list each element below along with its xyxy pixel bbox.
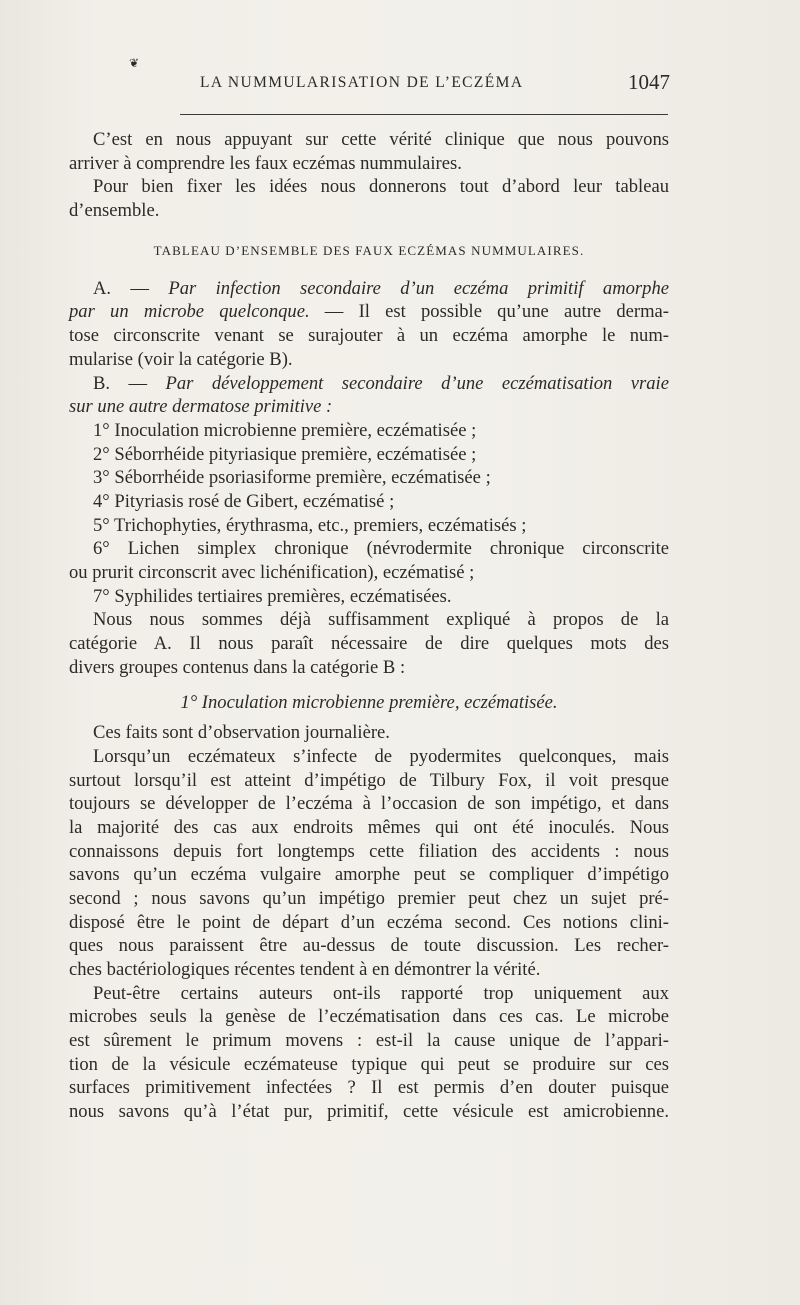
section-a-text: — Il est possible qu’une autre derma- bbox=[309, 301, 669, 323]
page-number: 1047 bbox=[628, 70, 670, 94]
text-line: microbes seuls la genèse de l’eczématisation dans ces cas. Le microbe bbox=[69, 1006, 669, 1028]
text-line: disposé être le point de départ d’un eczéma second. Ces notions clini- bbox=[69, 911, 669, 933]
printer-mark: ❦ bbox=[129, 56, 140, 70]
section-a-line: mularise (voir la catégorie B). bbox=[69, 348, 293, 370]
section-b-line bbox=[69, 372, 669, 396]
text-line: ques nous paraissent être au-dessus de toute discussion. Les recher- bbox=[69, 935, 669, 957]
text-line: C’est en nous appuyant sur cette vérité clinique que nous pouvons bbox=[93, 129, 669, 150]
list-item: 2° Séborrhéide pityriasique première, eczématisée ; bbox=[93, 443, 477, 465]
text-line: tion de la vésicule eczémateuse typique qui peut se produire sur ces bbox=[69, 1053, 669, 1075]
table-title: TABLEAU D’ENSEMBLE DES FAUX ECZÉMAS NUMMULAIRES. bbox=[153, 242, 585, 258]
text-line: la majorité des cas aux endroits mêmes qui ont été inoculés. Nous bbox=[69, 816, 669, 838]
running-head bbox=[200, 70, 670, 104]
section-b-italic: Par développement secondaire d’une eczématisation vraie bbox=[165, 372, 669, 394]
section-b-prefix: B. — bbox=[93, 372, 166, 394]
list-item: 7° Syphilides tertiaires premières, eczématisées. bbox=[93, 585, 452, 607]
subheading: 1° Inoculation microbienne première, eczématisée. bbox=[180, 692, 558, 714]
text-line: Peut-être certains auteurs ont-ils rapporté trop uniquement aux bbox=[93, 982, 669, 1004]
text-line: savons qu’un eczéma vulgaire amorphe peut se compliquer d’impétigo bbox=[69, 864, 669, 886]
section-b-line bbox=[69, 395, 669, 419]
text-line: Nous nous sommes déjà suffisamment expliqué à propos de la bbox=[93, 609, 669, 631]
text-line: toujours se développer de l’eczéma à l’occasion de son impétigo, et dans bbox=[69, 793, 669, 815]
text-line: connaissons depuis fort longtemps cette filiation des accidents : nous bbox=[69, 840, 669, 862]
section-a-italic: par un microbe quelconque. bbox=[69, 301, 310, 323]
body-text bbox=[69, 128, 669, 1124]
list-item: 1° Inoculation microbienne première, eczématisée ; bbox=[93, 419, 477, 441]
text-line: Ces faits sont d’observation journalière. bbox=[93, 722, 390, 744]
text-line: catégorie A. Il nous paraît nécessaire de dire quelques mots des bbox=[69, 633, 669, 655]
text-line: arriver à comprendre les faux eczémas nummulaires. bbox=[69, 152, 462, 174]
section-b-italic: sur une autre dermatose primitive : bbox=[69, 396, 333, 418]
text-line: d’ensemble. bbox=[69, 200, 160, 222]
list-item: 5° Trichophyties, érythrasma, etc., premiers, eczématisés ; bbox=[93, 514, 527, 536]
section-a-line bbox=[69, 277, 669, 301]
text-line: surtout lorsqu’il est atteint d’impétigo de Tilbury Fox, il voit presque bbox=[69, 769, 669, 791]
text-line: divers groupes contenus dans la catégorie B : bbox=[69, 656, 406, 678]
text-line: Pour bien fixer les idées nous donnerons tout d’abord leur tableau bbox=[93, 176, 669, 198]
list-item: ou prurit circonscrit avec lichénification), eczématisé ; bbox=[69, 562, 475, 583]
section-a-italic: Par infection secondaire d’un eczéma primitif amorphe bbox=[168, 277, 670, 299]
text-line: second ; nous savons qu’un impétigo premier peut chez un sujet pré- bbox=[69, 887, 669, 909]
text-line: est sûrement le primum movens : est-il la cause unique de l’appari- bbox=[69, 1030, 669, 1052]
list-item: 4° Pityriasis rosé de Gibert, eczématisé ; bbox=[93, 490, 395, 512]
text-line: nous savons qu’à l’état pur, primitif, cette vésicule est amicrobienne. bbox=[69, 1101, 669, 1123]
section-a-line bbox=[69, 300, 669, 324]
text-line: surfaces primitivement infectées ? Il est permis d’en douter puisque bbox=[69, 1077, 669, 1099]
text-line: ches bactériologiques récentes tendent à en démontrer la vérité. bbox=[69, 959, 541, 981]
list-item: 6° Lichen simplex chronique (névrodermite chronique circonscrite bbox=[93, 538, 669, 560]
text-line: Lorsqu’un eczémateux s’infecte de pyodermites quelconques, mais bbox=[93, 745, 669, 767]
header-rule bbox=[180, 114, 668, 115]
list-item: 3° Séborrhéide psoriasiforme première, eczématisée ; bbox=[93, 467, 491, 489]
section-a-prefix: A. — bbox=[93, 277, 169, 299]
running-title: LA NUMMULARISATION DE L’ECZÉMA bbox=[200, 74, 524, 91]
section-a-line: tose circonscrite venant se surajouter à un eczéma amorphe le num- bbox=[69, 325, 669, 347]
